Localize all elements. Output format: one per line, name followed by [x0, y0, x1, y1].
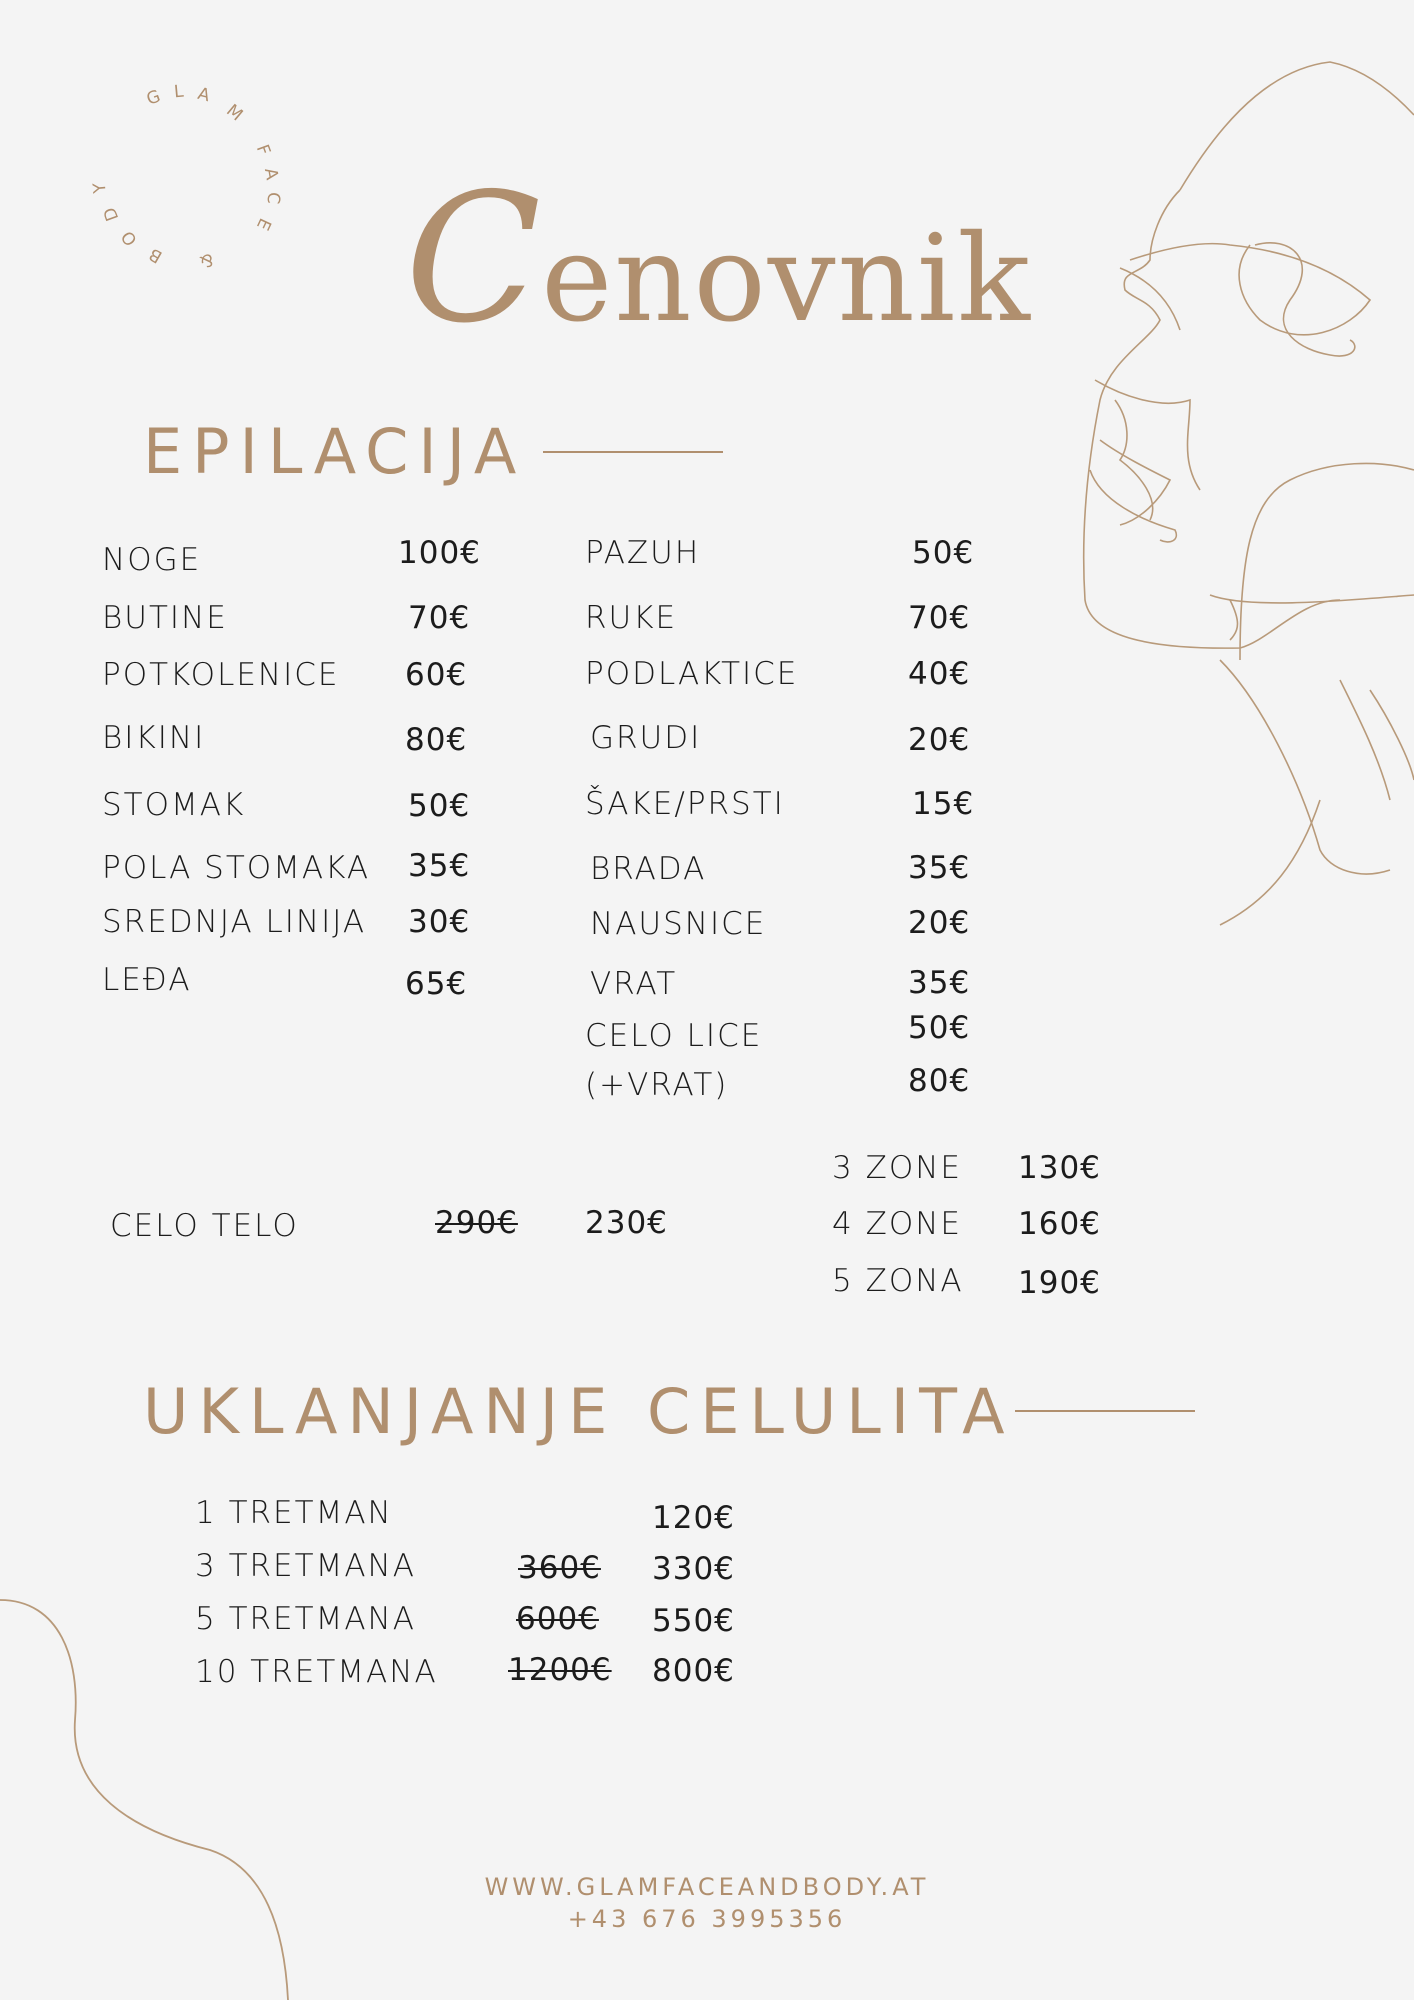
service-name: NAUSNICE: [590, 906, 767, 942]
service-price: 40€: [908, 656, 971, 692]
service-name: CELO TELO: [110, 1208, 299, 1244]
service-price: 35€: [908, 965, 971, 1001]
service-price: 65€: [405, 966, 468, 1002]
service-name: BIKINI: [102, 720, 206, 756]
service-name: SREDNJA LINIJA: [102, 904, 367, 940]
service-name: PODLAKTICE: [585, 656, 799, 692]
service-name: NOGE: [102, 542, 202, 578]
treatment-price: 800€: [652, 1653, 735, 1689]
website-link[interactable]: WWW.GLAMFACEANDBODY.AT: [484, 1873, 930, 1901]
service-name: VRAT: [590, 966, 678, 1002]
service-price: 20€: [908, 722, 971, 758]
logo-letter: A: [259, 166, 282, 182]
service-price: 70€: [908, 600, 971, 636]
service-name: ŠAKE/PRSTI: [585, 786, 785, 822]
title-initial: C: [405, 155, 542, 362]
old-price: 360€: [518, 1550, 601, 1586]
logo-letter: B: [145, 243, 166, 267]
service-name: CELO LICE: [585, 1018, 763, 1054]
treatment-name: 3 TRETMANA: [195, 1548, 416, 1584]
service-price: 15€: [912, 786, 975, 822]
treatment-price: 330€: [652, 1551, 735, 1587]
service-name: RUKE: [585, 600, 678, 636]
logo-letter: F: [251, 141, 274, 159]
old-price: 1200€: [508, 1652, 612, 1688]
section-title-epilacija: EPILACIJA: [143, 415, 527, 488]
service-name: (+VRAT): [585, 1067, 729, 1103]
section-divider: [543, 451, 723, 453]
logo-letter: L: [173, 81, 185, 103]
section-divider: [1015, 1410, 1195, 1412]
logo-letter: G: [143, 86, 164, 110]
service-price: 50€: [408, 788, 471, 824]
logo-letter: C: [262, 191, 284, 205]
logo-letter: E: [252, 214, 275, 234]
zone-price: 130€: [1018, 1150, 1101, 1186]
zone-price: 160€: [1018, 1206, 1101, 1242]
old-price: 600€: [516, 1601, 599, 1637]
service-name: LEĐA: [102, 962, 192, 998]
service-price: 35€: [908, 850, 971, 886]
service-name: BRADA: [590, 851, 707, 887]
section-title-celulit: UKLANJANJE CELULITA: [143, 1375, 1015, 1448]
service-name: GRUDI: [590, 720, 702, 756]
zone-name: 3 ZONE: [832, 1150, 962, 1186]
service-name: PAZUH: [585, 535, 701, 571]
service-name: BUTINE: [102, 600, 228, 636]
logo-letter: D: [99, 204, 124, 224]
service-price: 50€: [912, 535, 975, 571]
service-price: 50€: [908, 1010, 971, 1046]
phone-number[interactable]: +43 676 3995356: [567, 1905, 847, 1933]
treatment-price: 120€: [652, 1500, 735, 1536]
logo-letter: Y: [89, 181, 111, 195]
service-price: 70€: [408, 600, 471, 636]
logo-letter: A: [195, 83, 213, 107]
service-price: 80€: [405, 722, 468, 758]
zone-name: 4 ZONE: [832, 1206, 962, 1242]
service-price: 20€: [908, 905, 971, 941]
zone-name: 5 ZONA: [832, 1263, 964, 1299]
service-price: 100€: [398, 535, 481, 571]
service-name: POLA STOMAKA: [102, 850, 371, 886]
treatment-name: 1 TRETMAN: [195, 1495, 393, 1531]
service-price: 230€: [585, 1205, 668, 1241]
treatment-name: 5 TRETMANA: [195, 1601, 416, 1637]
treatment-name: 10 TRETMANA: [195, 1654, 438, 1690]
zone-price: 190€: [1018, 1265, 1101, 1301]
service-price: 80€: [908, 1063, 971, 1099]
service-name: STOMAK: [102, 787, 246, 823]
logo-letter: M: [222, 100, 247, 126]
logo-letter: O: [117, 226, 142, 250]
service-price: 60€: [405, 657, 468, 693]
service-price: 30€: [408, 904, 471, 940]
old-price: 290€: [435, 1205, 518, 1241]
treatment-price: 550€: [652, 1603, 735, 1639]
service-name: POTKOLENICE: [102, 657, 340, 693]
title-rest: enovnik: [541, 210, 1032, 349]
service-price: 35€: [408, 848, 471, 884]
logo-letter: &: [196, 248, 217, 272]
